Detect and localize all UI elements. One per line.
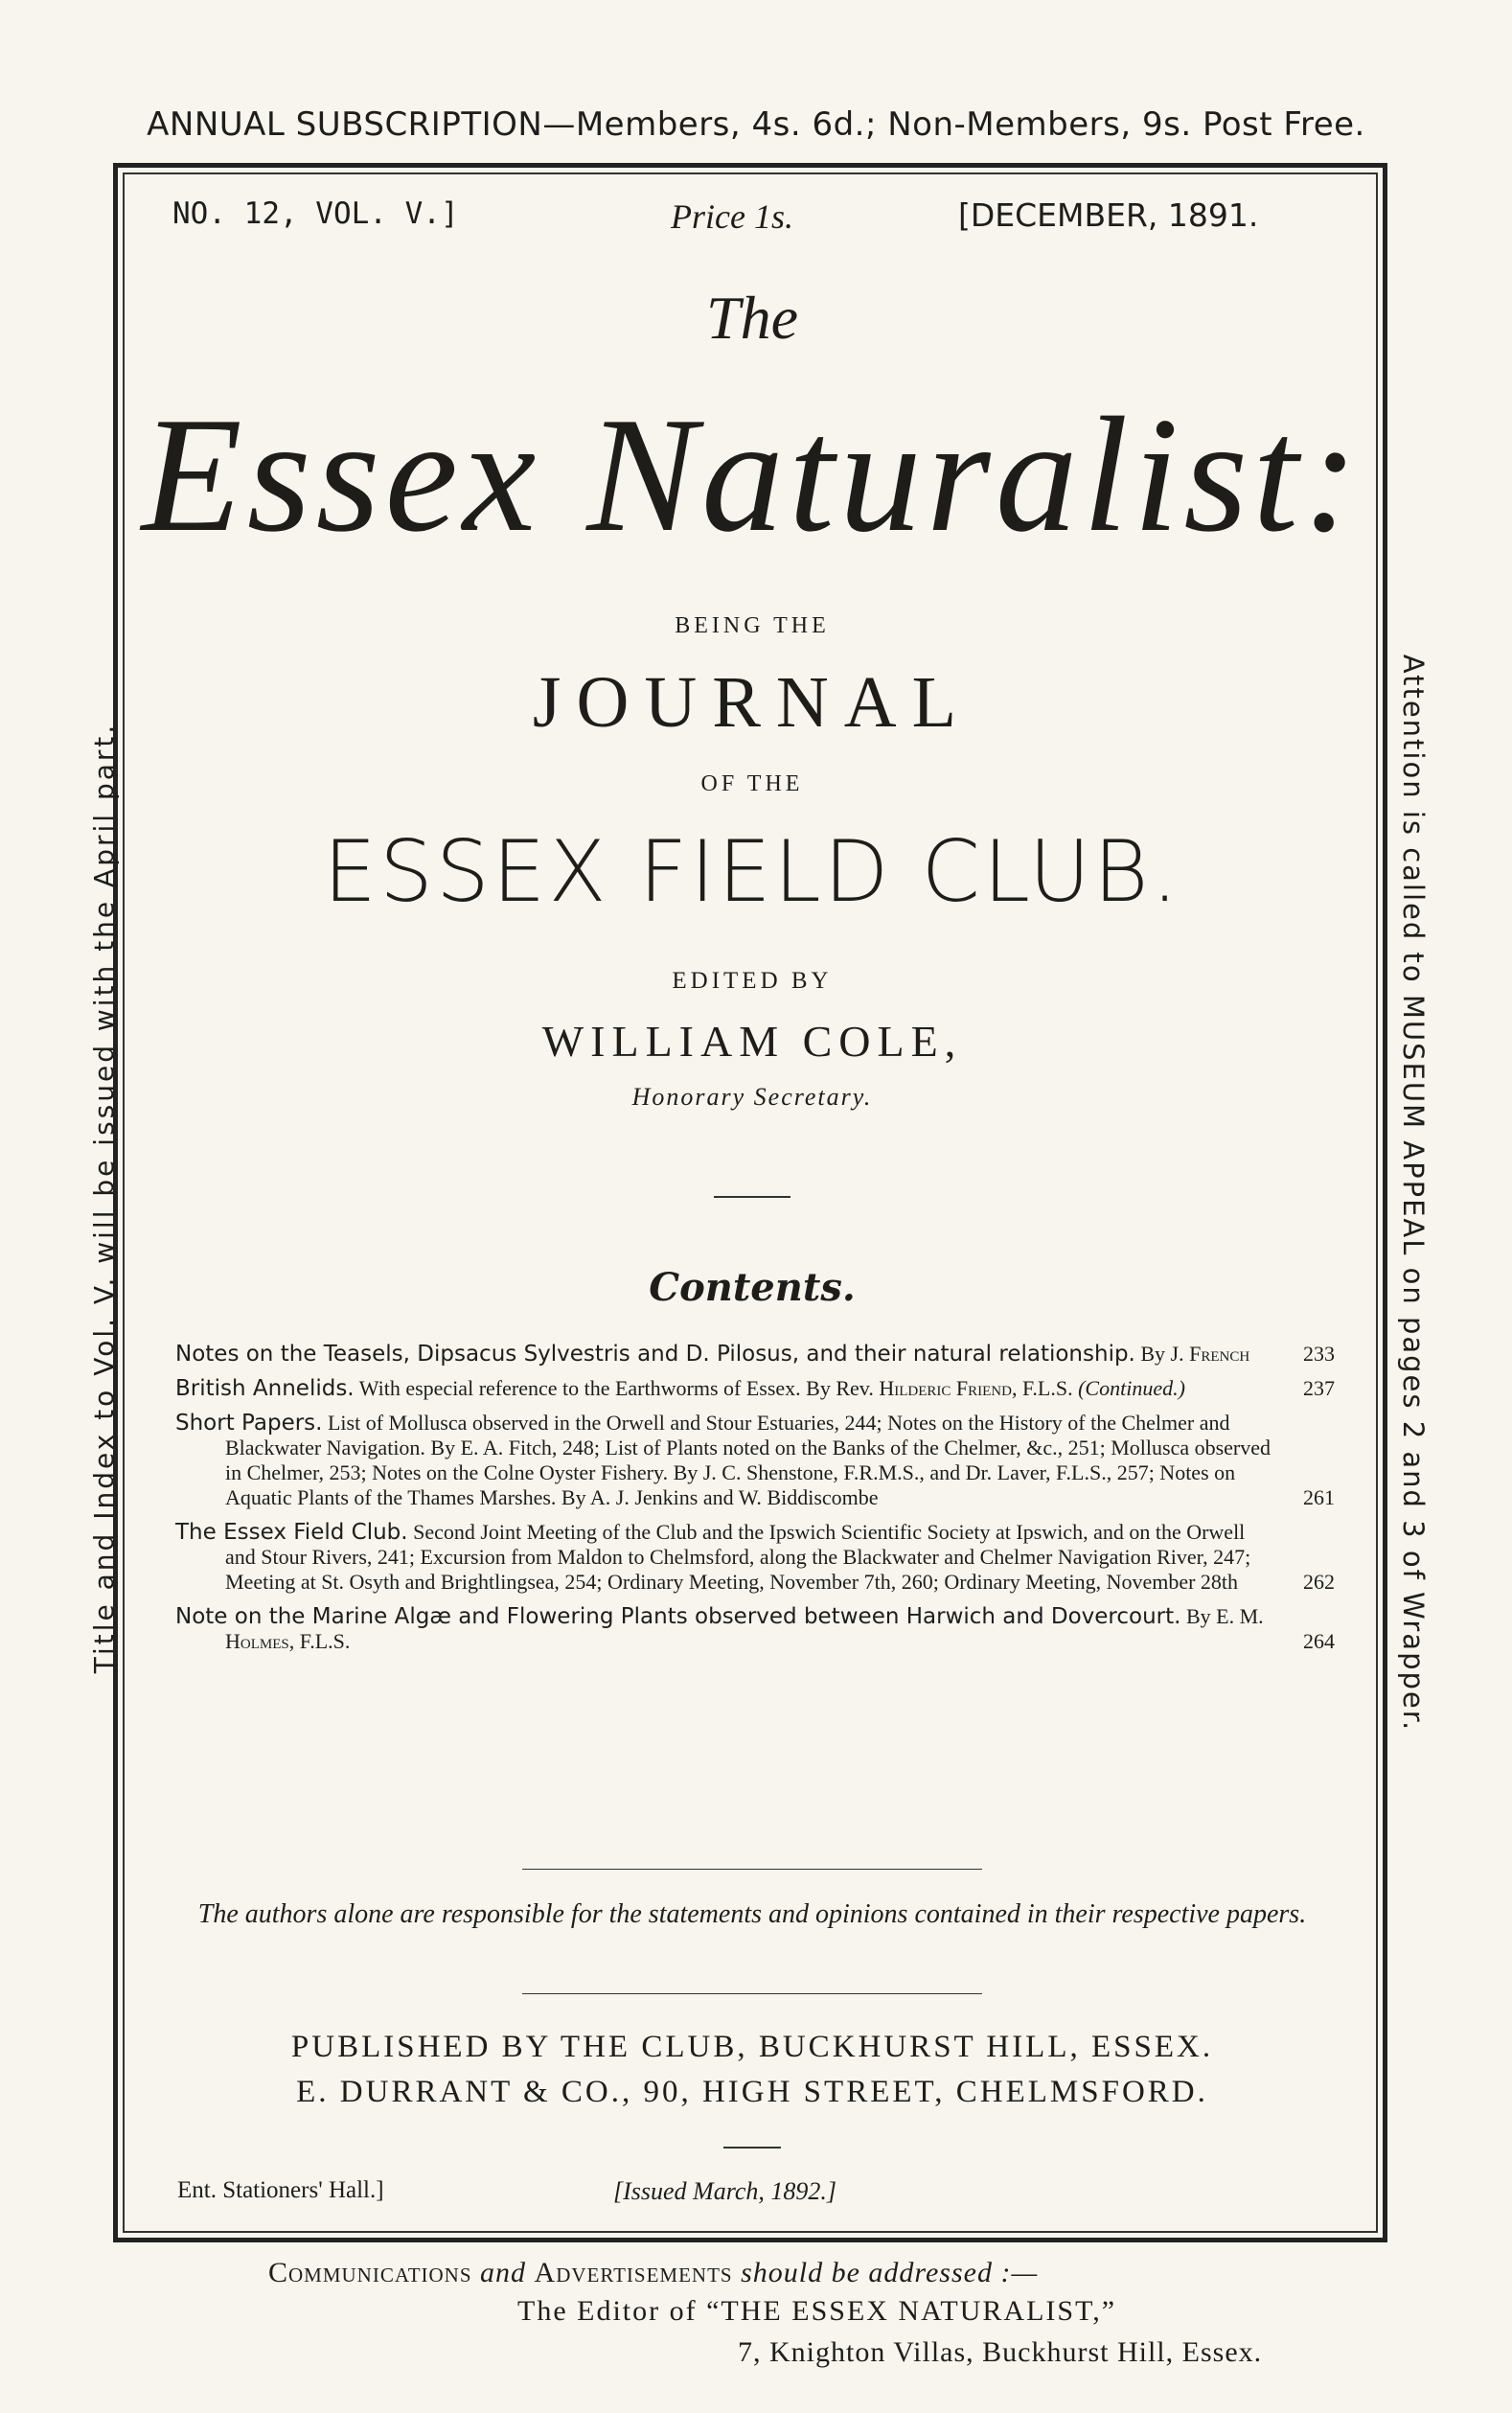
- club-name: ESSEX FIELD CLUB.: [323, 822, 1181, 921]
- postal-address: 7, Knighton Villas, Buckhurst Hill, Essex.: [738, 2336, 1263, 2368]
- entered-stationers-hall: Ent. Stationers' Hall.]: [177, 2177, 384, 2203]
- divider: [723, 2147, 781, 2149]
- issue-date: [DECEMBER, 1891.: [958, 196, 1259, 234]
- toc-entry-author: French: [1189, 1342, 1250, 1366]
- divider: [714, 1196, 790, 1198]
- toc-entry-author: Holmes: [225, 1629, 289, 1653]
- toc-entry-title: The Essex Field Club.: [175, 1520, 408, 1545]
- toc-entry: Notes on the Teasels, Dipsacus Sylvestris and D. Pilosus, and their natural relationship. By J. French 233: [175, 1342, 1335, 1367]
- subtitle-journal: JOURNAL: [532, 662, 973, 743]
- toc-entry: Short Papers. List of Mollusca observed in the Orwell and Stour Estuaries, 244; Notes on the History of the Chelmer and Blackwater Navigation. By E. A. Fitch, 248; List of Plants noted on the Banks of the Chelmer, &c., 251; Mollusca observed in Chelmer, 253; Notes on the Colne Oyster Fishery. By J. C. Shenstone, F.R.M.S., and Dr. Laver, F.L.S., 257; Notes on Aquatic Plants of the Thames Marshes. By A. J. Jenkins and W. Biddiscombe 261: [175, 1411, 1335, 1509]
- divider: [522, 1993, 982, 1994]
- editor-name: WILLIAM COLE,: [541, 1017, 963, 1066]
- publisher-line-2: E. DURRANT & CO., 90, HIGH STREET, CHELMSFORD.: [296, 2075, 1208, 2109]
- edited-by-label: EDITED BY: [672, 968, 833, 994]
- subscription-line: ANNUAL SUBSCRIPTION—Members, 4s. 6d.; Non-Members, 9s. Post Free.: [147, 105, 1365, 144]
- divider: [522, 1869, 982, 1870]
- toc-entry-author: Hilderic Friend: [879, 1376, 1012, 1400]
- issue-price: Price 1s.: [671, 197, 793, 236]
- editor-address-line: The Editor of “THE ESSEX NATURALIST,”: [517, 2295, 1117, 2327]
- toc-entry-page: 233: [1303, 1342, 1335, 1366]
- issue-number: NO. 12, VOL. V.]: [172, 196, 459, 231]
- communications-line: Communications and Advertisements should be addressed :—: [268, 2257, 1039, 2288]
- side-note-right: Attention is called to MUSEUM APPEAL on pages 2 and 3 of Wrapper.: [1397, 654, 1430, 1733]
- table-of-contents: [175, 1342, 1335, 1664]
- subtitle-being-the: BEING THE: [675, 613, 830, 638]
- toc-entry: British Annelids. With especial reference to the Earthworms of Essex. By Rev. Hilderic Friend, F.L.S. (Continued.) 237: [175, 1376, 1335, 1401]
- toc-entry-page: 261: [1303, 1485, 1335, 1509]
- side-note-left: Title and Index to Vol. V. will be issued with the April part.: [88, 722, 120, 1674]
- toc-entry: Note on the Marine Algæ and Flowering Plants observed between Harwich and Dovercourt. By E. M. Holmes, F.L.S. 264: [175, 1604, 1335, 1653]
- toc-entry-title: Note on the Marine Algæ and Flowering Plants observed between Harwich and Dovercourt.: [175, 1604, 1181, 1629]
- toc-entry-page: 262: [1303, 1570, 1335, 1594]
- contents-heading: Contents.: [649, 1265, 856, 1310]
- title-article: The: [706, 284, 798, 352]
- toc-entry: The Essex Field Club. Second Joint Meeting of the Club and the Ipswich Scientific Society at Ipswich, and on the Orwell and Stour Rivers, 241; Excursion from Maldon to Chelmsford, along the Blackwater and Chelmer Navigation River, 247; Meeting at St. Osyth and Brightlingsea, 254; Ordinary Meeting, November 7th, 260; Ordinary Meeting, November 28th 262: [175, 1520, 1335, 1594]
- toc-entry-title: Notes on the Teasels, Dipsacus Sylvestris and D. Pilosus, and their natural relationship.: [175, 1342, 1135, 1367]
- journal-title: Essex Naturalist:: [141, 384, 1363, 566]
- disclaimer: The authors alone are responsible for the statements and opinions contained in their respective papers.: [197, 1899, 1307, 1929]
- editor-role: Honorary Secretary.: [631, 1083, 873, 1111]
- subtitle-of-the: OF THE: [700, 771, 804, 796]
- issued-date: [Issued March, 1892.]: [613, 2177, 837, 2205]
- toc-entry-title: British Annelids.: [175, 1376, 355, 1401]
- toc-entry-page: 264: [1303, 1629, 1335, 1653]
- publisher-line-1: PUBLISHED BY THE CLUB, BUCKHURST HILL, ESSEX.: [290, 2030, 1214, 2064]
- toc-entry-page: 237: [1303, 1376, 1335, 1400]
- toc-entry-title: Short Papers.: [175, 1411, 323, 1436]
